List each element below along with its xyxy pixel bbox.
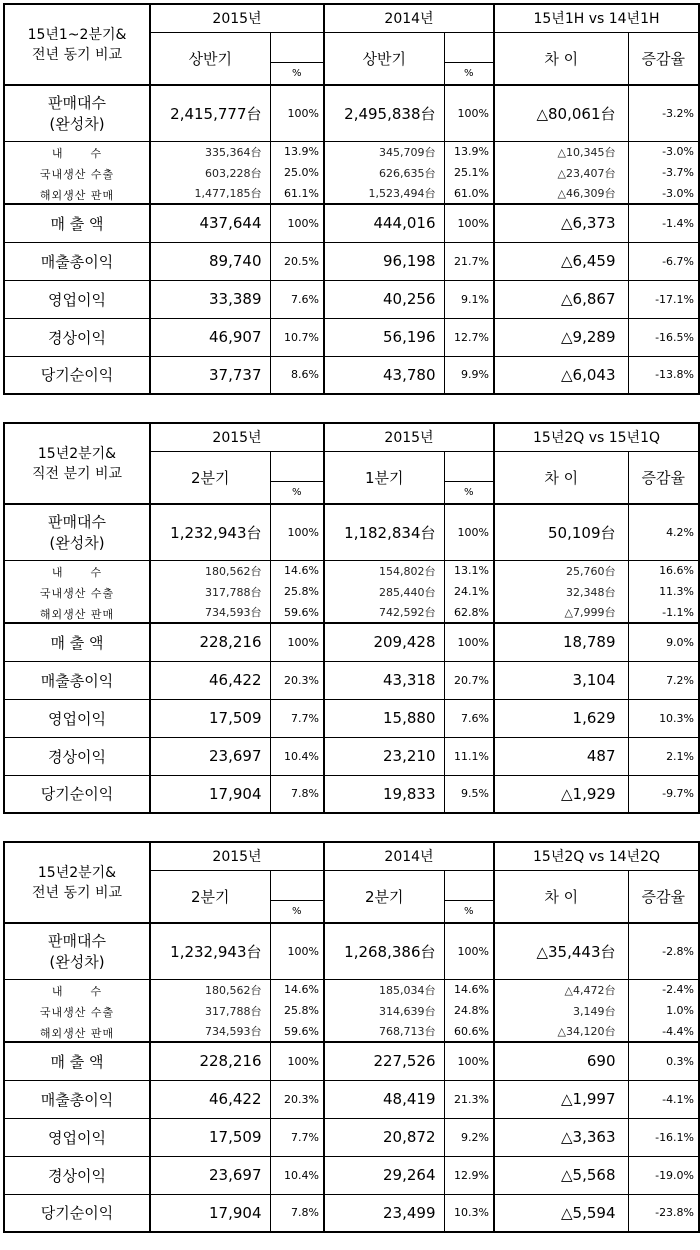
value-a: 2,415,777台	[150, 85, 270, 141]
diff-value: △6,373	[494, 204, 628, 242]
pct-a: 14.6%	[270, 560, 324, 581]
sub-row	[4, 979, 699, 1000]
pct-a: 100%	[270, 504, 324, 560]
diff-header: 15년1H vs 14년1H	[494, 4, 699, 32]
pct-b: 62.8%	[444, 602, 494, 623]
pct-a: 7.6%	[270, 280, 324, 318]
rate-value: -4.1%	[628, 1080, 699, 1118]
diff-value: 487	[494, 737, 628, 775]
diff-value: △5,594	[494, 1194, 628, 1232]
pct-b: 13.1%	[444, 560, 494, 581]
value-b: 40,256	[324, 280, 444, 318]
pct-b: 12.7%	[444, 318, 494, 356]
value-b: 1,268,386台	[324, 923, 444, 979]
pct-b: 21.3%	[444, 1080, 494, 1118]
col-a-year: 2015년	[150, 842, 324, 870]
rate-value: 10.3%	[628, 699, 699, 737]
diff-value: △1,929	[494, 775, 628, 813]
pct-a: 61.1%	[270, 183, 324, 204]
pct-b: 60.6%	[444, 1021, 494, 1042]
row-label-cell	[4, 141, 150, 162]
sales-row	[4, 85, 699, 141]
pct-a: 8.6%	[270, 356, 324, 394]
sub-row-label: 내 수	[51, 985, 103, 999]
pct-a: 20.3%	[270, 661, 324, 699]
value-a: 17,904	[150, 1194, 270, 1232]
sub-row	[4, 1000, 699, 1021]
pct-label-a: %	[270, 62, 324, 85]
sales-label-line1: 판매대수	[48, 932, 106, 951]
col-b-year: 2014년	[324, 4, 494, 32]
rate-value: 9.0%	[628, 623, 699, 661]
col-b-sub: 1분기	[324, 451, 444, 504]
value-b: 314,639台	[324, 1000, 444, 1021]
sub-row-label: 국내생산 수출	[39, 168, 115, 181]
row-label-cell	[4, 1156, 150, 1194]
rate-label: 증감율	[628, 870, 699, 923]
pct-a: 10.4%	[270, 737, 324, 775]
sub-row	[4, 560, 699, 581]
row-label-cell	[4, 1000, 150, 1021]
rate-value: -19.0%	[628, 1156, 699, 1194]
value-b: 56,196	[324, 318, 444, 356]
value-b: 768,713台	[324, 1021, 444, 1042]
pct-a: 7.7%	[270, 1118, 324, 1156]
pct-a: 20.3%	[270, 1080, 324, 1118]
sales-row	[4, 504, 699, 560]
row-label: 경상이익	[48, 747, 106, 766]
diff-label: 차 이	[494, 451, 628, 504]
sales-label-line2: (완성차)	[49, 953, 105, 972]
rate-value: -17.1%	[628, 280, 699, 318]
row-label-cell	[4, 923, 150, 979]
row-label: 영업이익	[48, 709, 106, 728]
row-label-cell	[4, 204, 150, 242]
value-a: 317,788台	[150, 1000, 270, 1021]
pct-a: 14.6%	[270, 979, 324, 1000]
diff-value: △34,120台	[494, 1021, 628, 1042]
sales-label	[5, 92, 149, 134]
header-row	[4, 423, 699, 451]
value-a: 228,216	[150, 1042, 270, 1080]
diff-header: 15년2Q vs 15년1Q	[494, 423, 699, 451]
rate-value: -13.8%	[655, 368, 694, 382]
row-label: 매 출 액	[50, 633, 104, 652]
row-label-cell	[4, 242, 150, 280]
row-label-cell	[4, 504, 150, 560]
sub-row-label: 해외생산 판매	[39, 188, 115, 202]
diff-value: 3,104	[494, 661, 628, 699]
value-a: 180,562台	[150, 560, 270, 581]
pct-a: 100%	[270, 923, 324, 979]
rate-value: -3.0%	[662, 145, 694, 159]
rate-value: -1.1%	[628, 602, 699, 623]
row-label-cell	[4, 356, 150, 394]
row-label-cell	[4, 162, 150, 183]
value-a: 46,422	[150, 1080, 270, 1118]
value-b: 15,880	[324, 699, 444, 737]
row-label-cell	[4, 775, 150, 813]
pct-a: 100%	[270, 204, 324, 242]
sub-row-label: 해외생산 판매	[39, 607, 115, 621]
value-a: 37,737	[150, 356, 270, 394]
rate-value: 16.6%	[659, 564, 695, 578]
diff-value: △4,472台	[494, 979, 628, 1000]
row-label-cell	[4, 318, 150, 356]
rate-label: 증감율	[628, 32, 699, 85]
pct-a: 13.9%	[270, 141, 324, 162]
sub-row-label: 해외생산 판매	[39, 1026, 115, 1040]
table-title-cell	[4, 423, 150, 504]
value-b: 1,182,834台	[324, 504, 444, 560]
value-b: 626,635台	[324, 162, 444, 183]
diff-value: △9,289	[494, 318, 628, 356]
sales-label-line2: (완성차)	[49, 534, 105, 553]
col-b-year: 2014년	[324, 842, 494, 870]
row-label-cell	[4, 661, 150, 699]
pct-b: 100%	[444, 623, 494, 661]
row-label: 당기순이익	[40, 1204, 114, 1223]
value-a: 603,228台	[150, 162, 270, 183]
diff-value: 18,789	[494, 623, 628, 661]
rate-value: -6.7%	[628, 242, 699, 280]
value-b: 43,780	[324, 356, 444, 394]
pct-a: 7.7%	[270, 699, 324, 737]
pct-b: 61.0%	[444, 183, 494, 204]
value-b: 345,709台	[324, 141, 444, 162]
row-label-cell	[4, 737, 150, 775]
sales-label-line1: 판매대수	[48, 94, 106, 113]
diff-value: △46,309台	[494, 183, 628, 204]
row-label-cell	[4, 1194, 150, 1232]
table-title-line2: 전년 동기 비교	[31, 884, 123, 901]
rate-value: -23.8%	[655, 1206, 695, 1220]
row-label-cell	[4, 183, 150, 204]
pct-b: 13.9%	[444, 141, 494, 162]
value-a: 46,907	[150, 318, 270, 356]
pct-label-b: %	[444, 900, 494, 923]
sales-label	[5, 930, 149, 972]
diff-value: 690	[494, 1042, 628, 1080]
rate-value: -4.4%	[628, 1021, 699, 1042]
metric-row	[4, 1042, 699, 1080]
value-a: 317,788台	[150, 581, 270, 602]
row-label: 경상이익	[48, 1166, 106, 1185]
value-a: 335,364台	[150, 141, 270, 162]
value-b: 20,872	[324, 1118, 444, 1156]
pct-a: 20.5%	[270, 242, 324, 280]
pct-a: 10.7%	[270, 318, 324, 356]
row-label-cell	[4, 1080, 150, 1118]
value-b: 2,495,838台	[324, 85, 444, 141]
pct-a: 59.6%	[270, 602, 324, 623]
value-a: 17,904	[150, 775, 270, 813]
header-row	[4, 842, 699, 870]
sales-row	[4, 923, 699, 979]
diff-value: △23,407台	[494, 162, 628, 183]
diff-value: 3,149台	[494, 1000, 628, 1021]
table-title-line2: 직전 분기 비교	[31, 465, 123, 482]
value-a: 17,509	[150, 699, 270, 737]
pct-b: 11.1%	[444, 737, 494, 775]
row-label: 영업이익	[48, 290, 106, 309]
metric-row	[4, 699, 699, 737]
pct-b: 100%	[444, 923, 494, 979]
value-b: 19,833	[324, 775, 444, 813]
value-a: 89,740	[150, 242, 270, 280]
pct-b: 24.8%	[444, 1000, 494, 1021]
col-a-year: 2015년	[150, 4, 324, 32]
table-title-line2: 전년 동기 비교	[31, 46, 123, 63]
metric-row	[4, 204, 699, 242]
pct-label-a: %	[270, 900, 324, 923]
pct-b: 100%	[444, 85, 494, 141]
value-a: 33,389	[150, 280, 270, 318]
table-title-cell	[4, 4, 150, 85]
diff-value: △10,345台	[494, 141, 628, 162]
pct-b: 9.1%	[444, 280, 494, 318]
diff-label: 차 이	[494, 870, 628, 923]
pct-b: 20.7%	[444, 661, 494, 699]
pct-b: 14.6%	[444, 979, 494, 1000]
pct-b: 100%	[444, 1042, 494, 1080]
col-b-year: 2015년	[324, 423, 494, 451]
pct-a: 100%	[270, 85, 324, 141]
diff-label: 차 이	[494, 32, 628, 85]
pct-label-b: %	[444, 62, 494, 85]
sales-label	[5, 511, 149, 553]
metric-row	[4, 737, 699, 775]
diff-value: △7,999台	[494, 602, 628, 623]
value-b: 29,264	[324, 1156, 444, 1194]
pct-a: 10.4%	[270, 1156, 324, 1194]
sub-row	[4, 162, 699, 183]
pct-a: 100%	[270, 1042, 324, 1080]
rate-value: -16.5%	[628, 318, 699, 356]
col-b-sub: 2분기	[324, 870, 444, 923]
rate-value: -3.0%	[628, 183, 699, 204]
diff-value: △35,443台	[494, 923, 628, 979]
pct-a: 7.8%	[270, 1194, 324, 1232]
rate-value: -3.2%	[628, 85, 699, 141]
pct-b: 7.6%	[444, 699, 494, 737]
diff-value: △80,061台	[494, 85, 628, 141]
value-b: 209,428	[324, 623, 444, 661]
row-label-cell	[4, 581, 150, 602]
row-label: 당기순이익	[40, 366, 114, 385]
pct-b: 9.5%	[444, 775, 494, 813]
row-label: 매출총이익	[40, 252, 114, 271]
pct-a: 25.8%	[270, 581, 324, 602]
pct-b: 9.9%	[444, 356, 494, 394]
metric-row	[4, 775, 699, 813]
value-a: 1,232,943台	[150, 923, 270, 979]
diff-value: △6,459	[494, 242, 628, 280]
col-a-sub: 2분기	[150, 870, 270, 923]
col-a-sub: 2분기	[150, 451, 270, 504]
sub-row	[4, 141, 699, 162]
value-b: 227,526	[324, 1042, 444, 1080]
metric-row	[4, 1118, 699, 1156]
row-label: 매출총이익	[40, 671, 114, 690]
pct-label-b: %	[444, 481, 494, 504]
value-a: 1,232,943台	[150, 504, 270, 560]
metric-row	[4, 661, 699, 699]
table-title-line1: 15년1~2분기&	[27, 26, 127, 43]
metric-row	[4, 1194, 699, 1232]
diff-value: △6,867	[494, 280, 628, 318]
pct-b: 12.9%	[444, 1156, 494, 1194]
value-b: 285,440台	[324, 581, 444, 602]
rate-value: -1.4%	[628, 204, 699, 242]
value-b: 742,592台	[324, 602, 444, 623]
rate-value: 2.1%	[628, 737, 699, 775]
table-title-line1: 15년2분기&	[37, 445, 117, 462]
diff-value: △3,363	[494, 1118, 628, 1156]
pct-b: 9.2%	[444, 1118, 494, 1156]
value-b: 48,419	[324, 1080, 444, 1118]
sales-label-line2: (완성차)	[49, 115, 105, 134]
row-label: 경상이익	[48, 328, 106, 347]
col-a-sub: 상반기	[150, 32, 270, 85]
row-label-cell	[4, 623, 150, 661]
sales-label-line1: 판매대수	[48, 513, 106, 532]
value-b: 444,016	[324, 204, 444, 242]
value-a: 46,422	[150, 661, 270, 699]
col-b-sub: 상반기	[324, 32, 444, 85]
pct-a: 100%	[270, 623, 324, 661]
value-a: 23,697	[150, 1156, 270, 1194]
diff-value: △5,568	[494, 1156, 628, 1194]
pct-label-a: %	[270, 481, 324, 504]
header-row	[4, 4, 699, 32]
row-label: 당기순이익	[40, 785, 114, 804]
metric-row	[4, 623, 699, 661]
sub-row	[4, 602, 699, 623]
rate-value: -9.7%	[662, 787, 695, 801]
sub-row-label: 국내생산 수출	[39, 1006, 115, 1019]
sub-row	[4, 183, 699, 204]
row-label-cell	[4, 602, 150, 623]
rate-value: 1.0%	[666, 1004, 695, 1017]
value-a: 734,593台	[150, 1021, 270, 1042]
rate-value: -16.1%	[628, 1118, 699, 1156]
comparison-table	[3, 3, 700, 395]
rate-value: 0.3%	[628, 1042, 699, 1080]
row-label-cell	[4, 85, 150, 141]
row-label-cell	[4, 560, 150, 581]
pct-a: 59.6%	[270, 1021, 324, 1042]
metric-row	[4, 280, 699, 318]
pct-b: 24.1%	[444, 581, 494, 602]
pct-b: 21.7%	[444, 242, 494, 280]
row-label-cell	[4, 979, 150, 1000]
sub-row	[4, 1021, 699, 1042]
diff-value: △1,997	[494, 1080, 628, 1118]
rate-value: -3.7%	[662, 166, 694, 179]
pct-b: 100%	[444, 504, 494, 560]
rate-value: 11.3%	[659, 585, 695, 598]
value-a: 17,509	[150, 1118, 270, 1156]
value-a: 1,477,185台	[150, 183, 270, 204]
table-title-line1: 15년2분기&	[37, 864, 117, 881]
pct-b: 100%	[444, 204, 494, 242]
comparison-table	[3, 422, 700, 814]
value-a: 734,593台	[150, 602, 270, 623]
pct-a: 25.0%	[270, 162, 324, 183]
diff-value: 25,760台	[494, 560, 628, 581]
value-b: 154,802台	[324, 560, 444, 581]
value-b: 23,499	[324, 1194, 444, 1232]
table-title-cell	[4, 842, 150, 923]
pct-b: 25.1%	[444, 162, 494, 183]
col-a-year: 2015년	[150, 423, 324, 451]
value-a: 437,644	[150, 204, 270, 242]
row-label-cell	[4, 280, 150, 318]
metric-row	[4, 242, 699, 280]
metric-row	[4, 1156, 699, 1194]
diff-value: 32,348台	[494, 581, 628, 602]
comparison-table	[3, 841, 700, 1233]
row-label-cell	[4, 1118, 150, 1156]
diff-header: 15년2Q vs 14년2Q	[494, 842, 699, 870]
value-b: 96,198	[324, 242, 444, 280]
diff-value: 50,109台	[494, 504, 628, 560]
row-label-cell	[4, 1021, 150, 1042]
row-label: 매 출 액	[50, 214, 104, 233]
sub-row-label: 내 수	[51, 566, 103, 580]
sub-row-label: 내 수	[51, 147, 103, 161]
sub-row-label: 국내생산 수출	[39, 587, 115, 600]
value-b: 43,318	[324, 661, 444, 699]
row-label-cell	[4, 699, 150, 737]
value-a: 228,216	[150, 623, 270, 661]
row-label: 매출총이익	[40, 1090, 114, 1109]
rate-value: 4.2%	[628, 504, 699, 560]
pct-a: 7.8%	[270, 775, 324, 813]
metric-row	[4, 318, 699, 356]
rate-value: -2.8%	[628, 923, 699, 979]
value-b: 185,034台	[324, 979, 444, 1000]
rate-value: -2.4%	[662, 983, 695, 997]
value-a: 23,697	[150, 737, 270, 775]
rate-label: 증감율	[628, 451, 699, 504]
pct-b: 10.3%	[444, 1194, 494, 1232]
diff-value: △6,043	[494, 356, 628, 394]
row-label: 영업이익	[48, 1128, 106, 1147]
pct-a: 25.8%	[270, 1000, 324, 1021]
value-b: 1,523,494台	[324, 183, 444, 204]
metric-row	[4, 356, 699, 394]
diff-value: 1,629	[494, 699, 628, 737]
value-a: 180,562台	[150, 979, 270, 1000]
rate-value: 7.2%	[628, 661, 699, 699]
metric-row	[4, 1080, 699, 1118]
row-label-cell	[4, 1042, 150, 1080]
sub-row	[4, 581, 699, 602]
value-b: 23,210	[324, 737, 444, 775]
row-label: 매 출 액	[50, 1052, 104, 1071]
